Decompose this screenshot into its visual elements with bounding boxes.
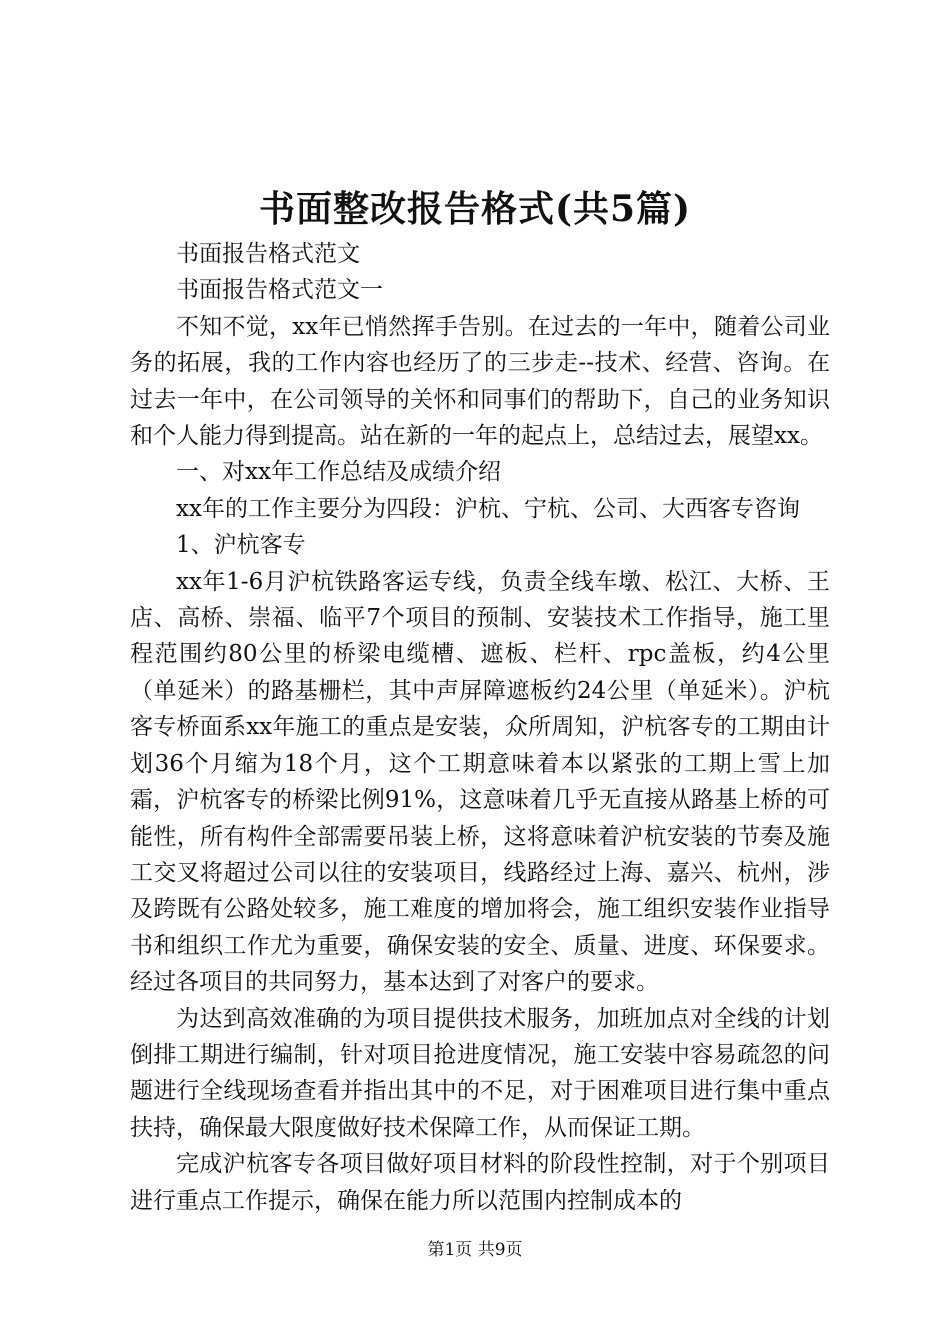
document-title: 书面整改报告格式(共5篇) xyxy=(258,188,692,230)
subsection-heading: 1、沪杭客专 xyxy=(176,532,306,559)
section-heading: 一、对xx年工作总结及成绩介绍 xyxy=(176,459,501,486)
page-footer: 第1页 共9页 xyxy=(427,1240,523,1260)
paragraph: 完成沪杭客专各项目做好项目材料的阶段性控制，对于个别项目进行重点工作提示，确保在能力所以范围内控制成本的 xyxy=(130,1151,830,1214)
paragraph: 书面报告格式范文一 xyxy=(176,277,383,304)
document-body xyxy=(130,236,830,1219)
paragraph: xx年1-6月沪杭铁路客运专线，负责全线车墩、松江、大桥、王店、高桥、崇福、临平7个项目的预制、安装技术工作指导，施工里程范围约80公里的桥梁电缆槽、遮板、栏杆、rpc盖板，约4公里（单延米）的路基栅栏，其中声屏障遮板约24公里（单延米）。沪杭客专桥面系xx年施工的重点是安装，众所周知，沪杭客专的工期由计划36个月缩为18个月，这个工期意味着本以紧张的工期上雪上加霜，沪杭客专的桥梁比例91%，这意味着几乎无直接从路基上桥的可能性，所有构件全部需要吊装上桥，这将意味着沪杭安装的节奏及施工交叉将超过公司以往的安装项目，线路经过上海、嘉兴、杭州，涉及跨既有公路处较多，施工难度的增加将会，施工组织安装作业指导书和组织工作尤为重要，确保安装的安全、质量、进度、环保要求。经过各项目的共同努力，基本达到了对客户的要求。 xyxy=(130,568,830,996)
paragraph: 为达到高效准确的为项目提供技术服务，加班加点对全线的计划倒排工期进行编制，针对项目抢进度情况，施工安装中容易疏忽的问题进行全线现场查看并指出其中的不足，对于困难项目进行集中重点扶持，确保最大限度做好技术保障工作，从而保证工期。 xyxy=(130,1005,830,1141)
paragraph: xx年的工作主要分为四段：沪杭、宁杭、公司、大西客专咨询 xyxy=(176,495,800,522)
paragraph: 不知不觉，xx年已悄然挥手告别。在过去的一年中，随着公司业务的拓展，我的工作内容也经历了的三步走--技术、经营、咨询。在过去一年中，在公司领导的关怀和同事们的帮助下，自己的业务知识和个人能力得到提高。站在新的一年的起点上，总结过去，展望xx。 xyxy=(130,313,830,450)
paragraph: 书面报告格式范文 xyxy=(176,241,360,267)
